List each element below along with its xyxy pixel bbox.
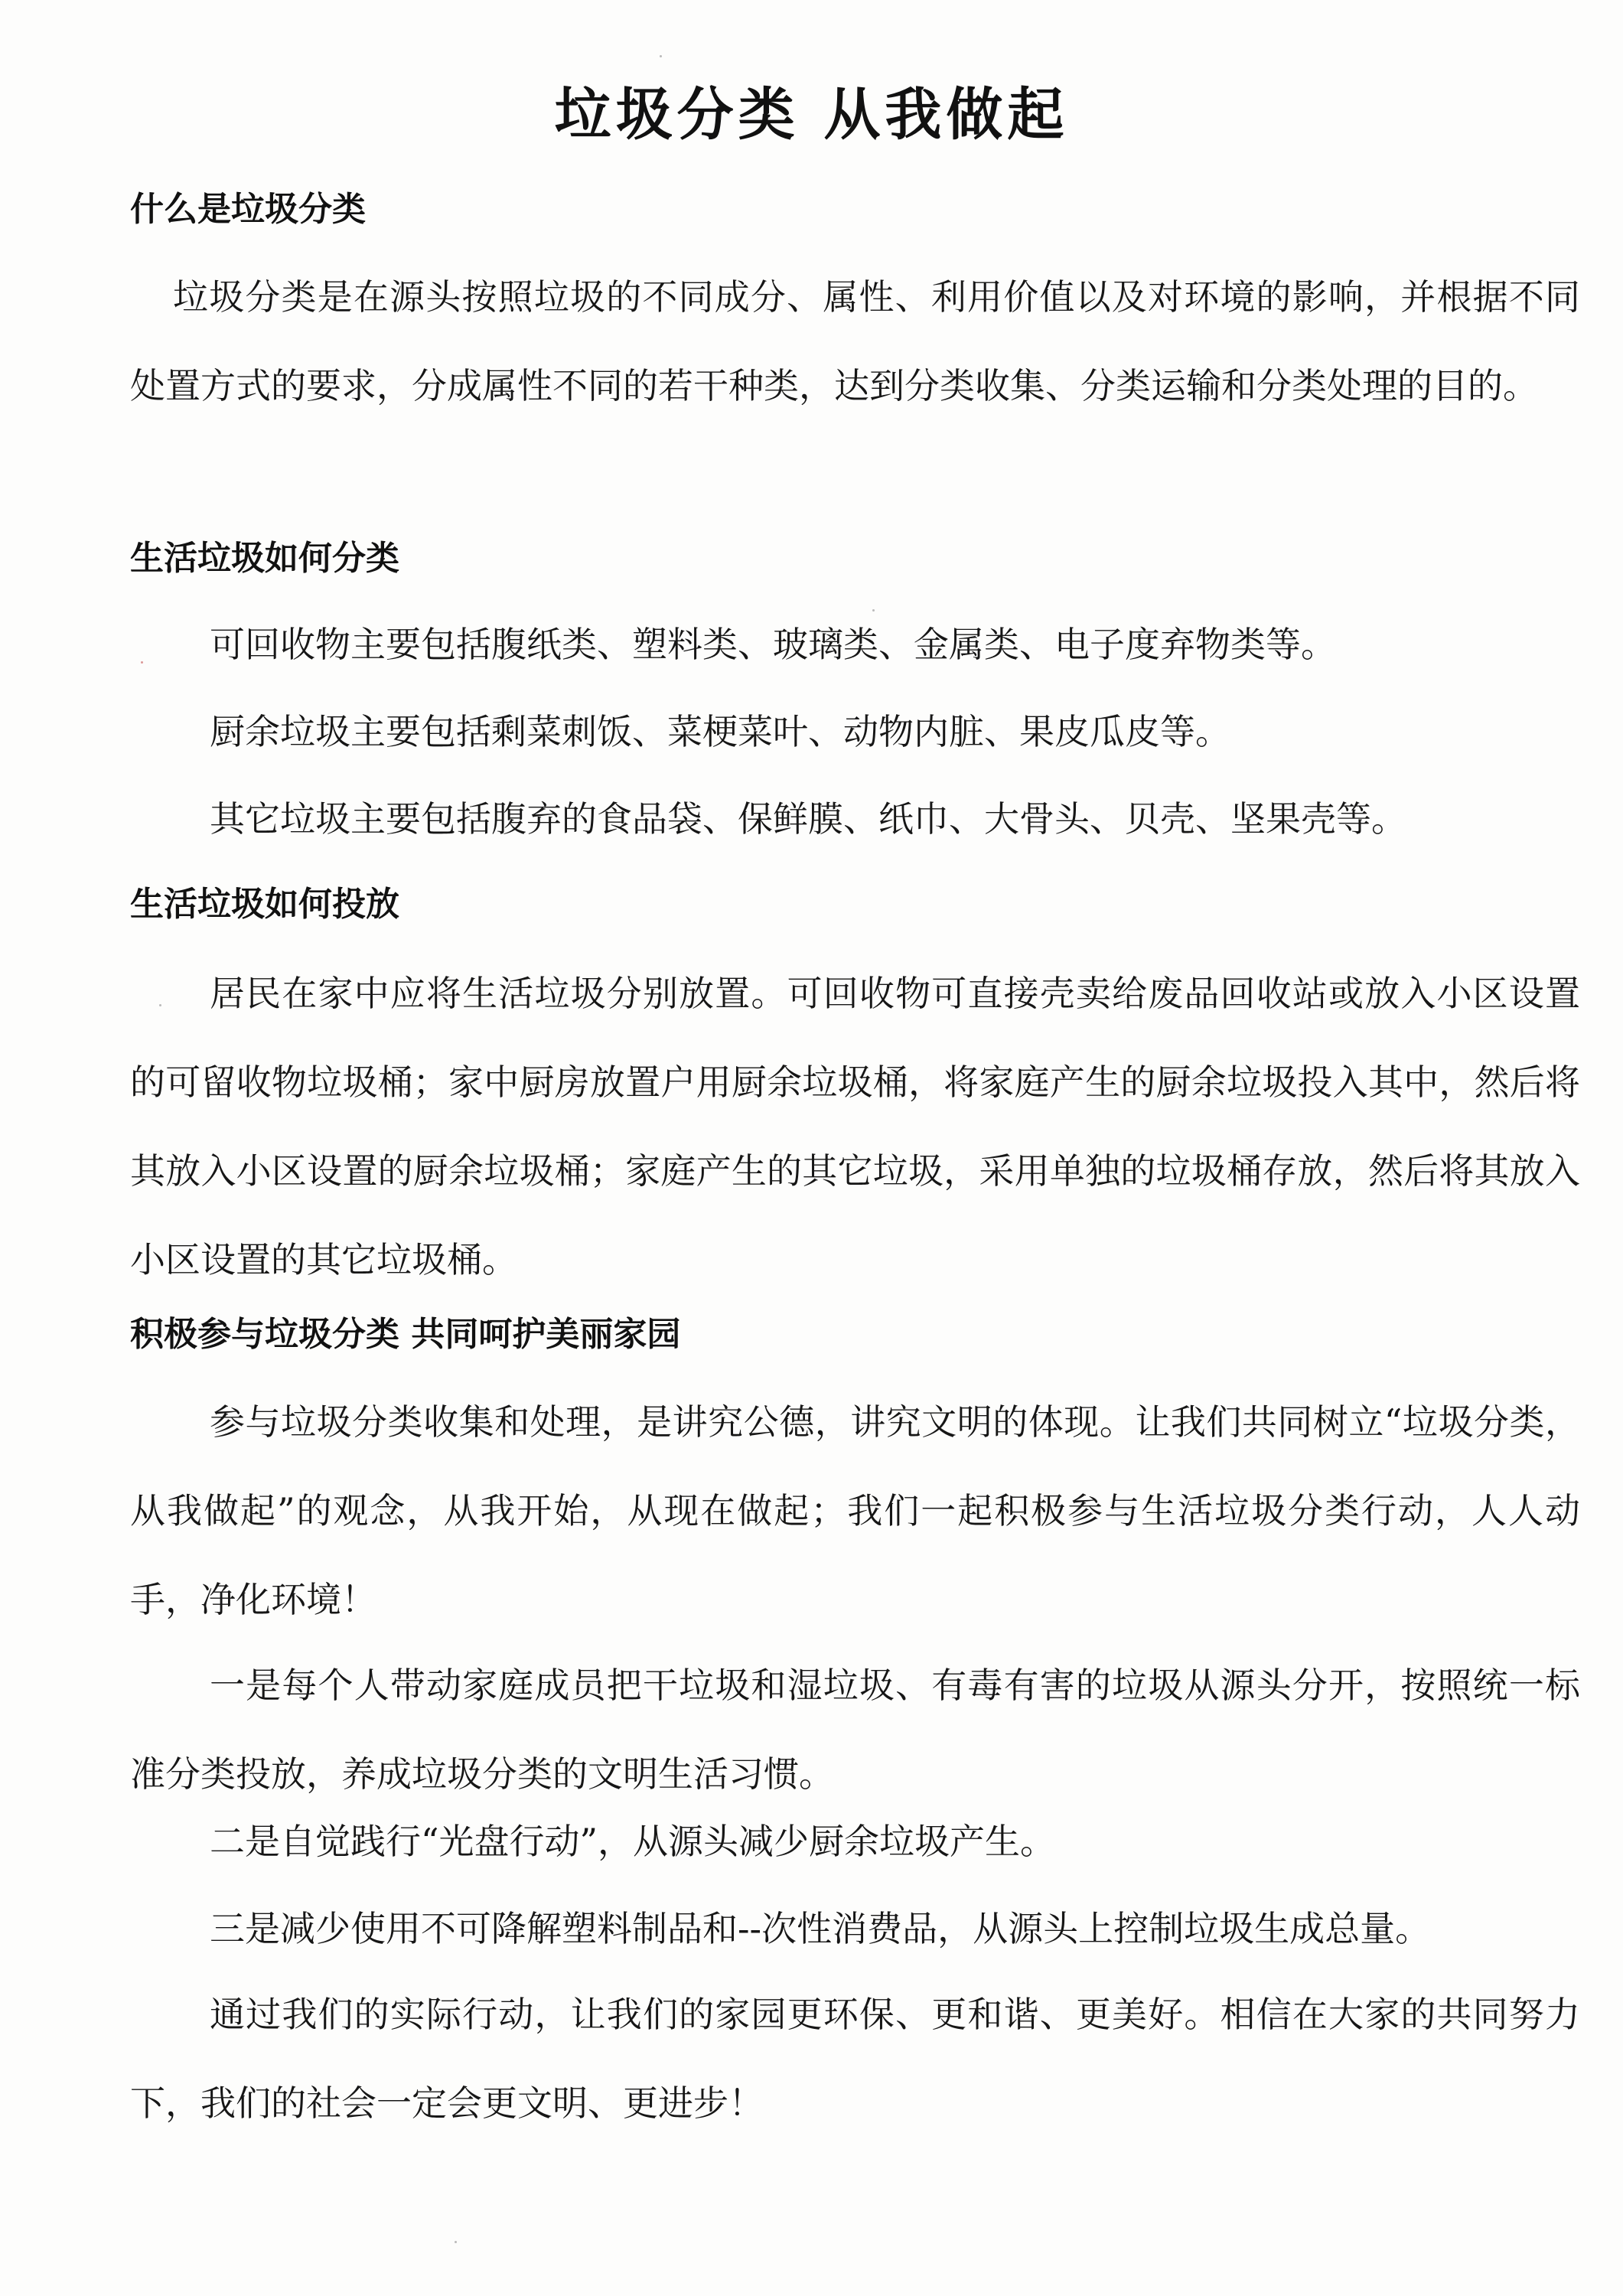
scan-speck (455, 2241, 457, 2243)
paragraph-definition: 垃圾分类是在源头按照垃圾的不同成分、属性、利用价值以及对环境的影响，并根据不同处置方式的要求，分成属性不同的若干种类，达到分类收集、分类运输和分类处理的目的。 (130, 276, 1580, 406)
paragraph-point-three: 三是减少使用不可降解塑料制品和--次性消费品，从源头上控制垃圾生成总量。 (210, 1908, 1431, 1949)
section-heading-how-to-classify: 生活垃圾如何分类 (130, 539, 399, 578)
scan-speck (872, 609, 875, 612)
paragraph-point-two: 二是自觉践行“光盘行动”，从源头减少厨余垃圾产生。 (210, 1821, 1056, 1862)
paragraph-kitchen-waste: 厨余垃圾主要包括剩菜刺饭、菜梗菜叶、动物内脏、果皮瓜皮等。 (210, 711, 1230, 752)
paragraph-point-one: 一是每个人带动家庭成员把干垃圾和湿垃圾、有毒有害的垃圾从源头分开，按照统一标准分类投放，养成垃圾分类的文明生活习惯。 (130, 1665, 1580, 1795)
scan-speck (660, 55, 662, 57)
section-heading-how-to-dispose: 生活垃圾如何投放 (130, 885, 399, 924)
scan-speck (159, 1004, 161, 1006)
section-heading-participate: 积极参与垃圾分类 共同呵护美丽家园 (130, 1315, 681, 1354)
section-heading-what-is: 什么是垃圾分类 (130, 190, 366, 229)
paragraph-recyclables: 可回收物主要包括腹纸类、塑料类、玻璃类、金属类、电子度弃物类等。 (210, 624, 1336, 665)
paragraph-other-waste: 其它垃圾主要包括腹弃的食品袋、保鲜膜、纸巾、大骨头、贝壳、坚果壳等。 (210, 798, 1406, 840)
document-title: 垃圾分类 从我做起 (554, 82, 1069, 148)
paragraph-disposal: 居民在家中应将生活垃圾分别放置。可回收物可直接壳卖给废品回收站或放入小区设置的可留收物垃圾桶；家中厨房放置户用厨余垃圾桶，将家庭产生的厨余垃圾投入其中，然后将其放入小区设置的厨余垃圾桶；家庭产生的其它垃圾，采用单独的垃圾桶存放，然后将其放入小区设置的其它垃圾桶。 (130, 973, 1580, 1280)
scan-speck (141, 661, 143, 664)
paragraph-closing: 通过我们的实际行动，让我们的家园更环保、更和谐、更美好。相信在大家的共同努力下，我们的社会一定会更文明、更进步！ (130, 1994, 1580, 2124)
paragraph-participation: 参与垃圾分类收集和处理，是讲究公德，讲究文明的体现。让我们共同树立“垃圾分类，从我做起”的观念，从我开始，从现在做起；我们一起积极参与生活垃圾分类行动，人人动手，净化环境！ (130, 1401, 1580, 1620)
